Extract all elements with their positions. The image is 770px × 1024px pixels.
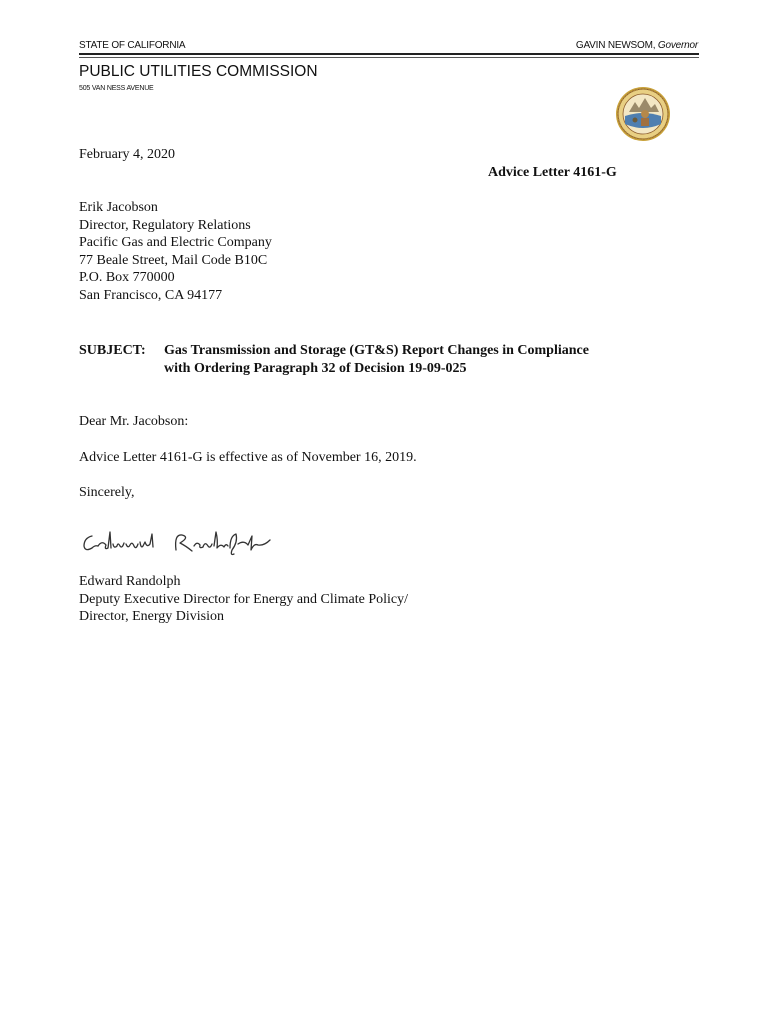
california-state-seal-icon (615, 86, 671, 142)
subject-text (164, 342, 589, 377)
signer-name: Edward Randolph (79, 574, 181, 589)
governor-label (576, 40, 698, 51)
closing: Sincerely, (79, 485, 135, 500)
governor-title: Governor (657, 40, 698, 51)
body-paragraph: Advice Letter 4161-G is effective as of November 16, 2019. (79, 450, 417, 465)
header-rule-thick (79, 53, 699, 55)
signer-block (79, 573, 408, 626)
state-of-california-label: STATE OF CALIFORNIA (79, 40, 186, 51)
subject-label: SUBJECT: (79, 343, 146, 358)
subject-line-2: with Ordering Paragraph 32 of Decision 19-09-025 (164, 360, 467, 376)
advice-letter-reference: Advice Letter 4161-G (488, 165, 617, 180)
recipient-name: Erik Jacobson (79, 200, 158, 215)
recipient-company: Pacific Gas and Electric Company (79, 235, 272, 251)
agency-address: 505 VAN NESS AVENUE (79, 85, 154, 92)
recipient-po-box: P.O. Box 770000 (79, 270, 175, 286)
recipient-address-block (79, 199, 272, 305)
subject-line-1: Gas Transmission and Storage (GT&S) Report Changes in Compliance (164, 343, 589, 358)
recipient-street: 77 Beale Street, Mail Code B10C (79, 252, 268, 268)
handwritten-signature-icon (80, 528, 276, 560)
signer-division: Director, Energy Division (79, 609, 224, 625)
recipient-title: Director, Regulatory Relations (79, 217, 251, 233)
letter-date: February 4, 2020 (79, 147, 176, 162)
agency-name: PUBLIC UTILITIES COMMISSION (79, 63, 318, 80)
recipient-city: San Francisco, CA 94177 (79, 287, 223, 303)
header-rule-thin (79, 57, 699, 58)
governor-name: GAVIN NEWSOM, (575, 40, 658, 51)
salutation: Dear Mr. Jacobson: (79, 414, 189, 429)
signer-title: Deputy Executive Director for Energy and Climate Policy/ (79, 591, 409, 607)
